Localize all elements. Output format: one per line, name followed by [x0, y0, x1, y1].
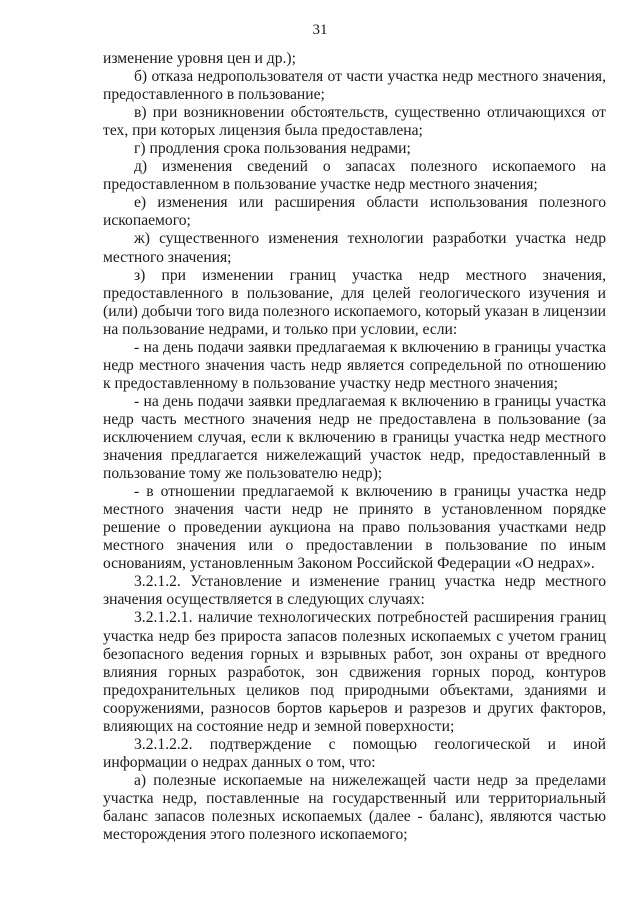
paragraph-zh: ж) существенного изменения технологии разработки участка недр местного значения; [103, 230, 606, 266]
paragraph-v: в) при возникновении обстоятельств, существенно отличающихся от тех, при которых лицензия была предоставлена; [103, 104, 606, 140]
condition-no-auction: - в отношении предлагаемой к включению в границы участка недр местного значения части недр не принято в установленном порядке решение о проведении аукциона на право пользования участками недр местного значения или о предоставлении в пользование по иным основаниям, установленным Законом Российской Федерации «О недрах». [103, 483, 606, 573]
document-body [103, 50, 606, 844]
paragraph-g: г) продления срока пользования недрами; [134, 140, 411, 158]
page-number: 31 [312, 22, 328, 38]
paragraph-b: б) отказа недропользователя от части участка недр местного значения, предоставленного в пользование; [103, 68, 606, 104]
paragraph-d: д) изменения сведений о запасах полезного ископаемого на предоставленном в пользование участке недр местного значения; [103, 158, 606, 194]
condition-not-granted: - на день подачи заявки предлагаемая к включению в границы участка недр часть местного значения недр не предоставлена в пользование (за исключением случая, если к включению в границы участка недр местного значения предлагается нижележащий участок недр, предоставленный в пользование тому же пользователю недр); [103, 392, 606, 483]
paragraph-e: е) изменения или расширения области использования полезного ископаемого; [103, 194, 606, 230]
section-3-2-1-2-2: 3.2.1.2.2. подтверждение с помощью геологической и иной информации о недрах данных о том, что: [103, 735, 606, 771]
section-3-2-1-2: 3.2.1.2. Установление и изменение границ участка недр местного значения осуществляется в следующих случаях: [103, 573, 606, 609]
section-3-2-1-2-1: 3.2.1.2.1. наличие технологических потребностей расширения границ участка недр без прироста запасов полезных ископаемых с учетом границ безопасного ведения горных и взрывных работ, зон охраны от вредного влияния горных разработок, зон сдвижения горных пород, контуров предохранительных целиков под природными объектами, зданиями и сооружениями, разносов бортов карьеров и разрезов и других факторов, влияющих на состояние недр и земной поверхности; [103, 609, 606, 735]
paragraph-z: з) при изменении границ участка недр местного значения, предоставленного в пользование, для целей геологического изучения и (или) добычи того вида полезного ископаемого, который указан в лицензии на пользование недрами, и только при условии, если: [103, 266, 606, 338]
condition-adjacent: - на день подачи заявки предлагаемая к включению в границы участка недр местного значения часть недр является сопредельной по отношению к предоставленному в пользование участку недр местного значения; [103, 338, 606, 392]
paragraph-a: а) полезные ископаемые на нижележащей части недр за пределами участка недр, поставленные на государственный или территориальный баланс запасов полезных ископаемых (далее - баланс), являются частью месторождения этого полезного ископаемого; [103, 771, 606, 844]
paragraph-price-change-end: изменение уровня цен и др.); [103, 50, 296, 67]
